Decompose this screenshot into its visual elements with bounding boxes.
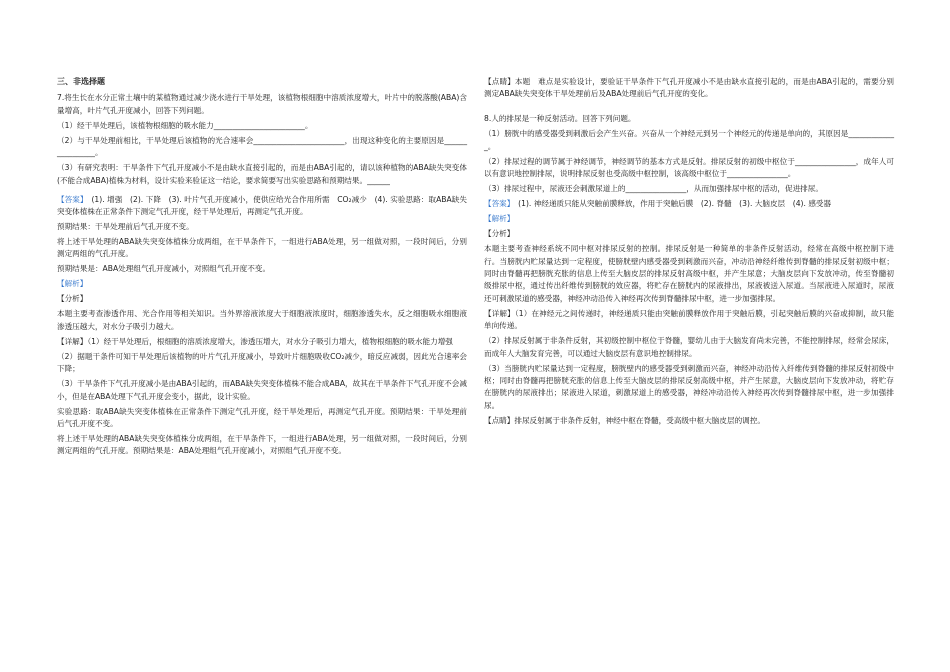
q8-stem: 8.人的排尿是一种反射活动。回答下列问题。 [484,114,636,124]
answer-tag: 【答案】 [57,194,84,204]
q7-xiangjie-4: 实验思路：取ABA缺失突变体植株在正常条件下测定气孔开度，经干旱处理后，再测定气孔开度。预期结果：干旱处理前后气孔开度不变。 [57,406,467,429]
analysis-tag: 【解析】 [57,279,88,289]
q7-xiangjie-3: （3）干旱条件下气孔开度减小是由ABA引起的，而ABA缺失突变体植株不能合成ABA，故其在干旱条件下气孔开度不会减小，但是在ABA处理下气孔开度会变小，据此，设计实验。 [57,379,467,401]
q7-xiangjie-1: 【详解】（1）经干旱处理后，根细胞的溶质浓度增大，渗透压增大，对水分子吸引力增大，植物根细胞的吸水能力增强 [57,336,453,346]
right-column [484,76,894,430]
q7-part3: （3）有研究表明：干旱条件下气孔开度减小不是由缺水直接引起的，而是由ABA引起的，请以该种植物的ABA缺失突变体(不能合成ABA)植株为材料，设计实验来验证这一结论，要求简要写出实验思路和预期结果。______ [57,163,467,185]
q7-answer-text: (1). 增强 (2). 下降 (3). 叶片气孔开度减小，使供应给光合作用所需 CO₂减少 (4). 实验思路：取ABA缺失突变体植株在正常条件下测定气孔开度，经干旱处理后，再测定气孔开度。 [57,194,467,217]
q7-part1: （1）经干旱处理后，该植物根细胞的吸水能力________________________。 [57,120,313,130]
q7-answer-line: 预期结果是：ABA处理组气孔开度减小，对照组气孔开度不变。 [57,264,271,274]
answer-tag: 【答案】 [484,199,511,209]
q8-part3: （3）排尿过程中，尿液还会刺激尿道上的________________，从而加强排尿中枢的活动，促进排尿。 [484,184,823,194]
q8-answer-text: (1). 神经递质只能从突触前膜释放，作用于突触后膜 (2). 脊髓 (3). 大脑皮层 (4). 感受器 [518,199,832,209]
q7-answer-line: 将上述干旱处理的ABA缺失突变体植株分成两组，在干旱条件下，一组进行ABA处理，另一组做对照，一段时间后，分别测定两组的气孔开度。 [57,237,467,259]
q7-answer-line: 预期结果：干旱处理前后气孔开度不变。 [57,222,194,232]
q8-xiangjie-2: （2）排尿反射属于非条件反射，其初级控制中枢位于脊髓，婴幼儿由于大脑发育尚未完善，不能控制排尿，经常会尿床，而成年人大脑发育完善，可以通过大脑皮层有意识地控制排尿。 [484,336,894,358]
q8-answer [484,198,894,210]
left-column [57,76,467,460]
q7-answer [57,194,467,219]
q8-part1: （1）膀胱中的感受器受到刺激后会产生兴奋。兴奋从一个神经元到另一个神经元的传递是单向的，其原因是_____________。 [484,129,894,151]
q8-part2: （2）排尿过程的调节属于神经调节，神经调节的基本方式是反射。排尿反射的初级中枢位于________________，成年人可以有意识地控制排尿，说明排尿反射也受高级中枢控制，该高级中枢位于________________。 [484,156,894,179]
q7-xiangjie-2: （2）据题干条件可知干旱处理后该植物的叶片气孔开度减小，导致叶片细胞吸收CO₂减少，暗反应减弱，因此光合速率会下降； [57,351,467,374]
q7-part2: （2）与干旱处理前相比，干旱处理后该植物的光合速率会________________________，出现这种变化的主要原因是________________。 [57,135,467,158]
section-title: 三、非选择题 [57,77,105,86]
q7-stem: 7.将生长在水分正常土壤中的某植物通过减少浇水进行干旱处理，该植物根细胞中溶质浓度增大，叶片中的脱落酸(ABA)含量增高，叶片气孔开度减小，回答下列问题。 [57,93,467,115]
q7-xiangjie-5: 将上述干旱处理的ABA缺失突变体植株分成两组，在干旱条件下，一组进行ABA处理，另一组做对照，一段时间后，分别测定两组的气孔开度。预期结果是：ABA处理组气孔开度减小，对照组气孔开度不变。 [57,434,467,456]
q7-dianjing: 【点睛】本题 难点是实验设计，要验证干旱条件下气孔开度减小不是由缺水直接引起的，而是由ABA引起的，需要分别测定ABA缺失突变体干旱处理前后及ABA处理前后气孔开度的变化。 [484,77,894,99]
fenxi-tag: 【分析】 [484,229,515,239]
q8-xiangjie-1: 【详解】（1）在神经元之间传递时，神经递质只能由突触前膜释放作用于突触后膜，引起突触后膜的兴奋或抑制，故只能单向传递。 [484,308,894,331]
q8-dianjing: 【点睛】排尿反射属于非条件反射，神经中枢在脊髓，受高级中枢大脑皮层的调控。 [484,415,765,425]
q7-fenxi-text: 本题主要考查渗透作用、光合作用等相关知识。当外界溶液浓度大于细胞液浓度时，细胞渗透失水，反之细胞吸水细胞液渗透压越大，对水分子吸引力越大。 [57,309,467,331]
fenxi-tag: 【分析】 [57,294,88,304]
q8-fenxi-text: 本题主要考查神经系统不同中枢对排尿反射的控制。排尿反射是一种简单的非条件反射活动，经常在高级中枢控制下进行。当膀胱内贮尿量达到一定程度，使膀胱壁内感受器受到刺激而兴奋，冲动沿神经纤维传到脊髓的排尿反射初级中枢；同时由脊髓再把膀胱充胀的信息上传至大脑皮层的排尿反射高级中枢，并产生尿意；大脑皮层向下发放冲动，传至脊髓初级排尿中枢，通过传出纤维传到膀胱的效应器，将贮存在膀胱内的尿液排出，尿液被送入尿道。当尿液进入尿道时，尿液还可刺激尿道的感受器，神经冲动沿传入神经再次传到脊髓排尿中枢，进一步加强排尿。 [484,244,894,303]
q8-xiangjie-3: （3）当膀胱内贮尿量达到一定程度，膀胱壁内的感受器受到刺激而兴奋，神经冲动沿传入纤维传到脊髓的排尿反射初级中枢；同时由脊髓再把膀胱充胀的信息上传至大脑皮层的排尿反射高级中枢，并产生尿意，大脑皮层向下发放冲动，将贮存在膀胱内的尿液排出；尿液进入尿道，刺激尿道上的感受器，神经冲动沿传入神经再次传到脊髓排尿中枢，进一步加强排尿。 [484,363,894,410]
analysis-tag: 【解析】 [484,214,515,224]
